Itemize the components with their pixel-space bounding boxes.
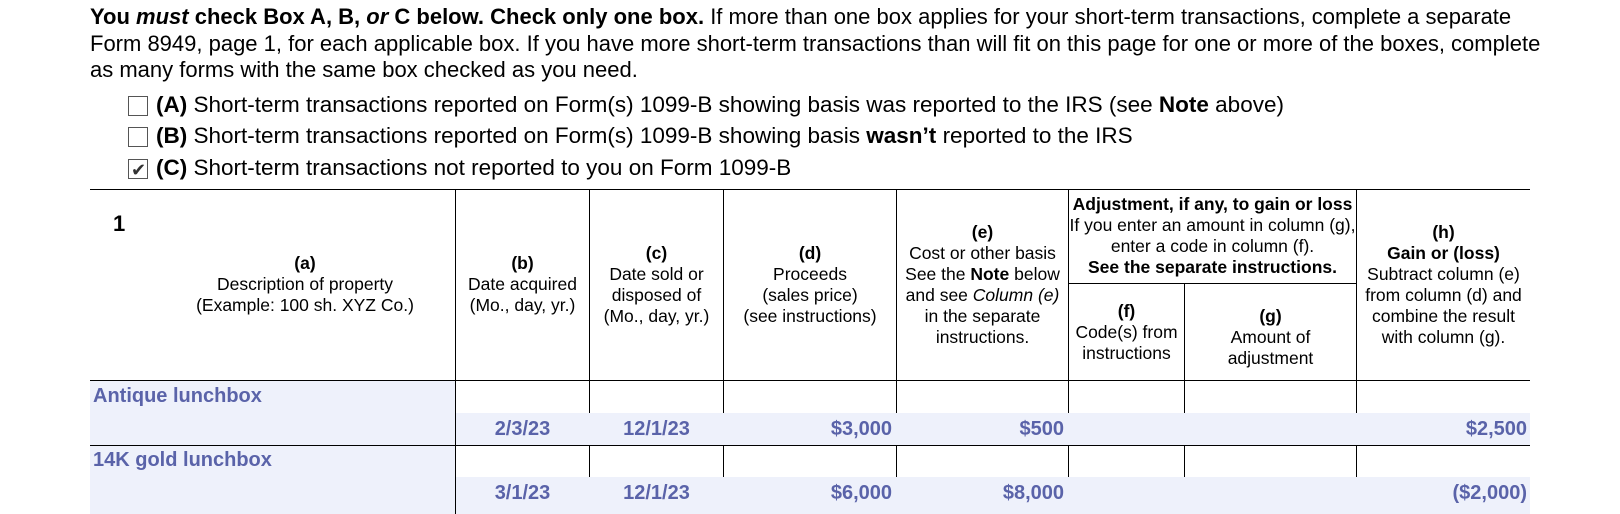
option-c: [128, 154, 791, 182]
row-1-description[interactable]: Antique lunchbox: [93, 385, 262, 407]
line-number: 1: [113, 211, 126, 236]
header-col-d: (d) Proceeds (sales price) (see instructions): [743, 243, 877, 326]
row-1-proceeds[interactable]: $3,000: [830, 418, 892, 440]
instruction-or: or: [366, 4, 389, 29]
checkbox-b[interactable]: [128, 127, 148, 147]
option-b-text-2: reported to the IRS: [936, 123, 1133, 148]
header-col-b: (b) Date acquired (Mo., day, yr.): [468, 253, 577, 315]
header-col-h: (h) Gain or (loss) Subtract column (e) from column (d) and combine the result with column (g).: [1365, 222, 1522, 347]
row-1-date-sold[interactable]: 12/1/23: [623, 418, 690, 440]
option-b-wasnt: wasn’t: [866, 123, 937, 148]
table-top-border: [90, 189, 1530, 190]
header-col-a: (a) Description of property (Example: 100 sh. XYZ Co.): [196, 253, 414, 315]
checkbox-c[interactable]: [128, 159, 148, 179]
col-divider-b: [455, 189, 456, 514]
option-b-letter: (B): [156, 123, 188, 148]
row-1-cost-basis[interactable]: $500: [1019, 418, 1064, 440]
option-a-text-2: above): [1208, 92, 1284, 117]
option-a-letter: (A): [156, 92, 188, 117]
header-adjustment: Adjustment, if any, to gain or loss If you enter an amount in column (g), enter a code in column (f). See the separate instructions.: [1069, 194, 1356, 277]
option-c-text: Short-term transactions not reported to you on Form 1099-B: [187, 155, 792, 180]
option-b-text: Short-term transactions reported on Form(s) 1099-B showing basis: [187, 123, 867, 148]
instruction-bold-1: You: [90, 4, 137, 29]
row-2-description[interactable]: 14K gold lunchbox: [93, 449, 272, 471]
header-col-e: (e) Cost or other basis See the Note below and see Column (e) in the separate instructions.: [905, 222, 1060, 347]
row-2-date-acquired[interactable]: 3/1/23: [494, 482, 551, 504]
row-2-proceeds[interactable]: $6,000: [830, 482, 892, 504]
header-col-c: (c) Date sold or disposed of (Mo., day, yr.): [603, 243, 710, 326]
row-1-date-acquired[interactable]: 2/3/23: [494, 418, 551, 440]
adjustment-divider: [1068, 283, 1356, 284]
option-b: [128, 122, 1133, 150]
checkbox-a[interactable]: [128, 96, 148, 116]
option-c-letter: (C): [156, 155, 188, 180]
row-1-gain-loss[interactable]: $2,500: [1465, 418, 1527, 440]
col-divider-c: [589, 189, 590, 514]
instruction-bold-2: check Box A, B,: [188, 4, 367, 29]
instruction-must: must: [136, 4, 189, 29]
col-divider-d: [723, 189, 724, 514]
row-2-gain-loss[interactable]: ($2,000): [1452, 482, 1527, 504]
row-2-cost-basis[interactable]: $8,000: [1002, 482, 1064, 504]
option-a-text: Short-term transactions reported on Form(s) 1099-B showing basis was reported to the IRS (see: [187, 92, 1159, 117]
checkmark-icon: ✔: [131, 160, 147, 181]
header-col-f: (f) Code(s) from instructions: [1075, 301, 1178, 363]
header-col-g: (g) Amount of adjustment: [1227, 306, 1314, 368]
instruction-rest: If more than one box applies for your short-term transactions, complete a separate Form 8949, page 1, for each applicable box. If you have more short-term transactions than will fit on this page for one or more of the boxes, complete as many forms with the same box checked as you need.: [90, 4, 1541, 82]
instructions-paragraph: [90, 4, 1550, 84]
option-a-note: Note: [1158, 92, 1209, 117]
row-2-date-sold[interactable]: 12/1/23: [623, 482, 690, 504]
instruction-bold-3: C below. Check only one box.: [388, 4, 705, 29]
option-a: [128, 91, 1284, 119]
